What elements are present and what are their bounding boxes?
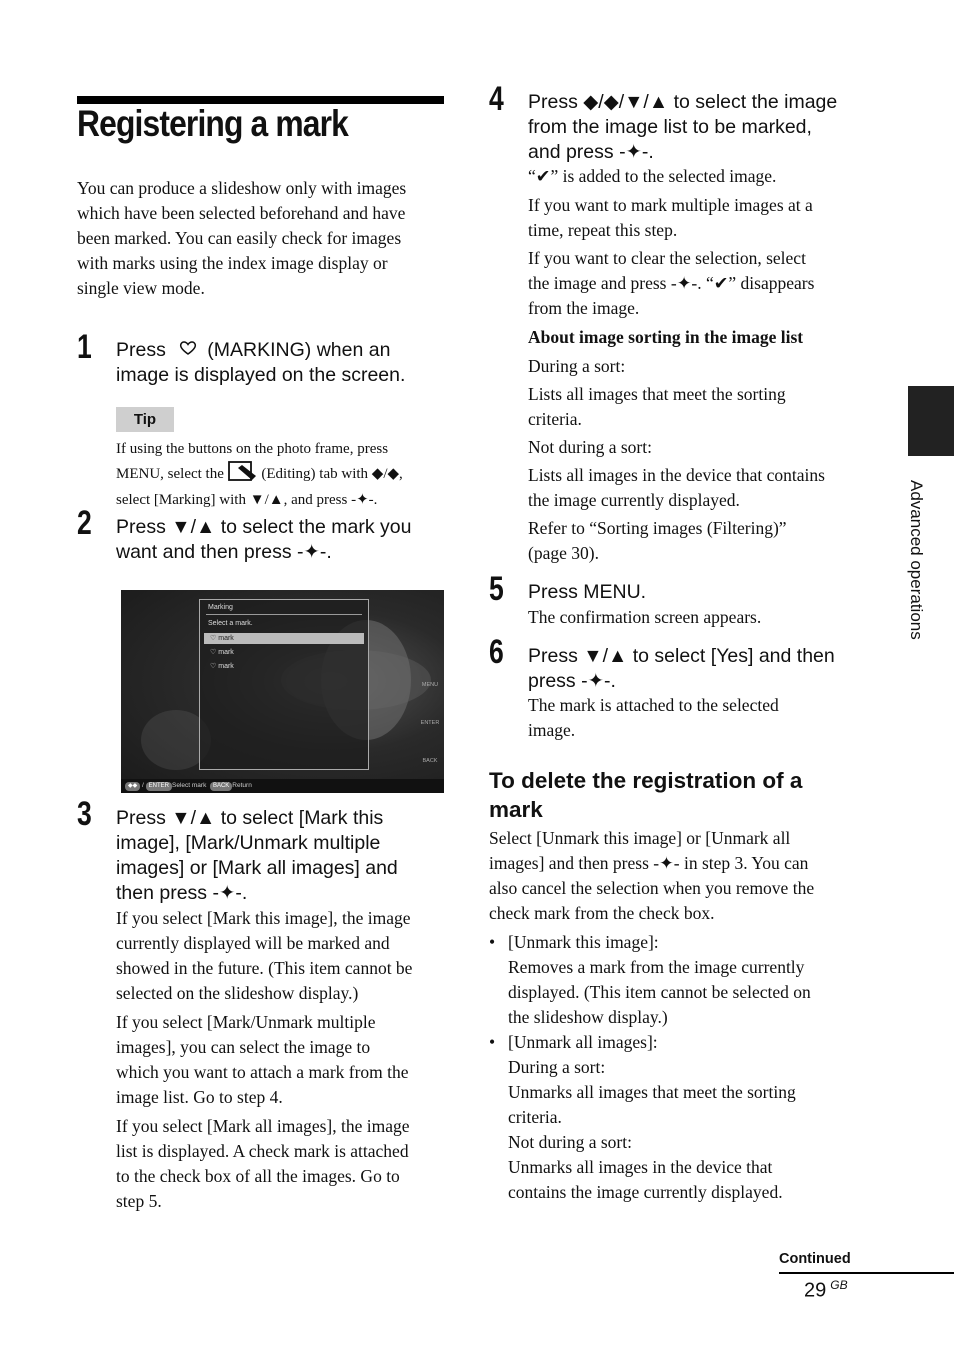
tip-badge: Tip — [116, 407, 174, 432]
delete-bullet-1: • [Unmark this image]: Removes a mark from the image currently displayed. (This item cannot be selected on the slideshow display.) — [489, 932, 811, 1027]
menu-title: Marking — [208, 604, 233, 611]
about-sorting-heading: About image sorting in the image list — [528, 327, 804, 347]
delete-heading: To delete the registration of a mark — [489, 768, 803, 822]
intro-paragraph: You can produce a slideshow only with images which have been selected beforehand and have been marked. You can easily check for images with marks using the index image display or single view mode. — [77, 178, 407, 298]
step-number: 1 — [77, 328, 92, 366]
delete-bullet-2: • [Unmark all images]: During a sort: Unmarks all images that meet the sorting criteria. Not during a sort: Unmarks all images in the device that contains the image currently displayed. — [489, 1032, 796, 1202]
menu-item-mark-3[interactable]: ♡ mark — [210, 663, 234, 670]
enter-icon: -✦- — [619, 141, 649, 163]
enter-icon: -✦- — [653, 853, 680, 873]
continued-label: Continued — [779, 1251, 851, 1267]
side-back-button[interactable]: BACK — [422, 758, 438, 764]
down-up-arrows-icon: ▼/▲ — [583, 645, 628, 667]
step-4-body: “✔” is added to the selected image. If you want to mark multiple images at a time, repeat this step. If you want to clear the selection, select the image and press -✦-. “✔” disappears from the image. About image sorting in the image list During a sort: Lists all images that meet the sorting criteria. Not during a sort: Lists all images in the device that contains the image currently displayed. Refer to “Sorting images (Filtering)” (page 30). — [528, 164, 868, 566]
step-3-text: Press ▼/▲ to select [Mark this image], [Mark/Unmark multiple images] or [Mark all images] and then press -✦-. — [116, 807, 398, 904]
editing-tab-icon — [228, 460, 258, 489]
down-up-arrows-icon: ▼/▲ — [171, 516, 216, 538]
delete-paragraph: Select [Unmark this image] or [Unmark all images] and then press -✦- in step 3. You can also cancel the selection when you remove the check mark from the check box. — [489, 828, 815, 923]
enter-icon: -✦- — [351, 492, 374, 508]
menu-item-mark-1[interactable]: ♡ mark — [204, 633, 364, 644]
heart-icon — [179, 338, 197, 363]
page-number: 29 $^{GB}$ — [804, 1278, 848, 1302]
step-6-text: Press ▼/▲ to select [Yes] and then press -✦-. — [528, 645, 835, 692]
device-screen-image — [121, 590, 444, 793]
check-mark-icon: ✔ — [713, 273, 729, 293]
side-enter-button[interactable]: ENTER — [420, 720, 440, 726]
four-arrows-icon: ◆/◆/▼/▲ — [583, 91, 669, 113]
step-6-body: The mark is attached to the selected image. — [528, 695, 779, 740]
nav-icon: ◆◆ — [125, 782, 140, 791]
enter-icon: -✦- — [297, 541, 327, 563]
step-number: 4 — [489, 80, 504, 118]
check-mark-icon: ✔ — [535, 166, 551, 186]
side-menu-button[interactable]: MENU — [421, 682, 439, 688]
step-1-text: Press (MARKING) when an image is displayed on the screen. — [116, 339, 406, 387]
step-number: 2 — [77, 504, 92, 542]
enter-pill: ENTER — [146, 782, 172, 791]
back-pill: BACK — [210, 782, 232, 791]
enter-icon: -✦- — [212, 882, 242, 904]
step-4-text: Press ◆/◆/▼/▲ to select the image from the image list to be marked, and press -✦-. — [528, 91, 838, 163]
screen-bottom-bar: ◆◆ / ENTER Select mark BACK Return — [121, 779, 444, 793]
step-number: 5 — [489, 570, 504, 608]
step-5-body: The confirmation screen appears. — [528, 607, 762, 627]
step-3-body: If you select [Mark this image], the image currently displayed will be marked and showed in the future. (This item cannot be selected on the slideshow display.) If you select [Mark/Unmark multiple images], you can select the image to which you want to attach a mark from the image list. Go to step 4. If you select [Mark all images], the image list is displayed. A check mark is attached to the check box of all the images. Go to step 5. — [116, 908, 413, 1211]
continued-rule — [779, 1272, 954, 1274]
down-up-arrows-icon: ▼/▲ — [249, 492, 284, 508]
section-side-label: Advanced operations — [907, 480, 926, 640]
menu-subtitle: Select a mark. — [208, 620, 253, 627]
marking-menu — [199, 599, 369, 770]
enter-icon: -✦- — [581, 670, 611, 692]
step-number: 6 — [489, 633, 504, 671]
menu-item-mark-2[interactable]: ♡ mark — [210, 649, 234, 656]
enter-icon: -✦- — [670, 273, 698, 293]
down-up-arrows-icon: ▼/▲ — [171, 807, 216, 829]
step-2-text: Press ▼/▲ to select the mark you want and then press -✦-. — [116, 516, 412, 563]
step-5-text: Press MENU. — [528, 581, 647, 603]
tip-text: If using the buttons on the photo frame, press MENU, select the (Editing) tab with ◆/◆, select [Marking] with ▼/▲, and press -✦-. — [116, 441, 403, 508]
left-right-arrows-icon: ◆/◆ — [371, 465, 400, 482]
step-number: 3 — [77, 795, 92, 833]
section-tab — [908, 386, 954, 456]
page-title: Registering a mark — [77, 103, 349, 144]
